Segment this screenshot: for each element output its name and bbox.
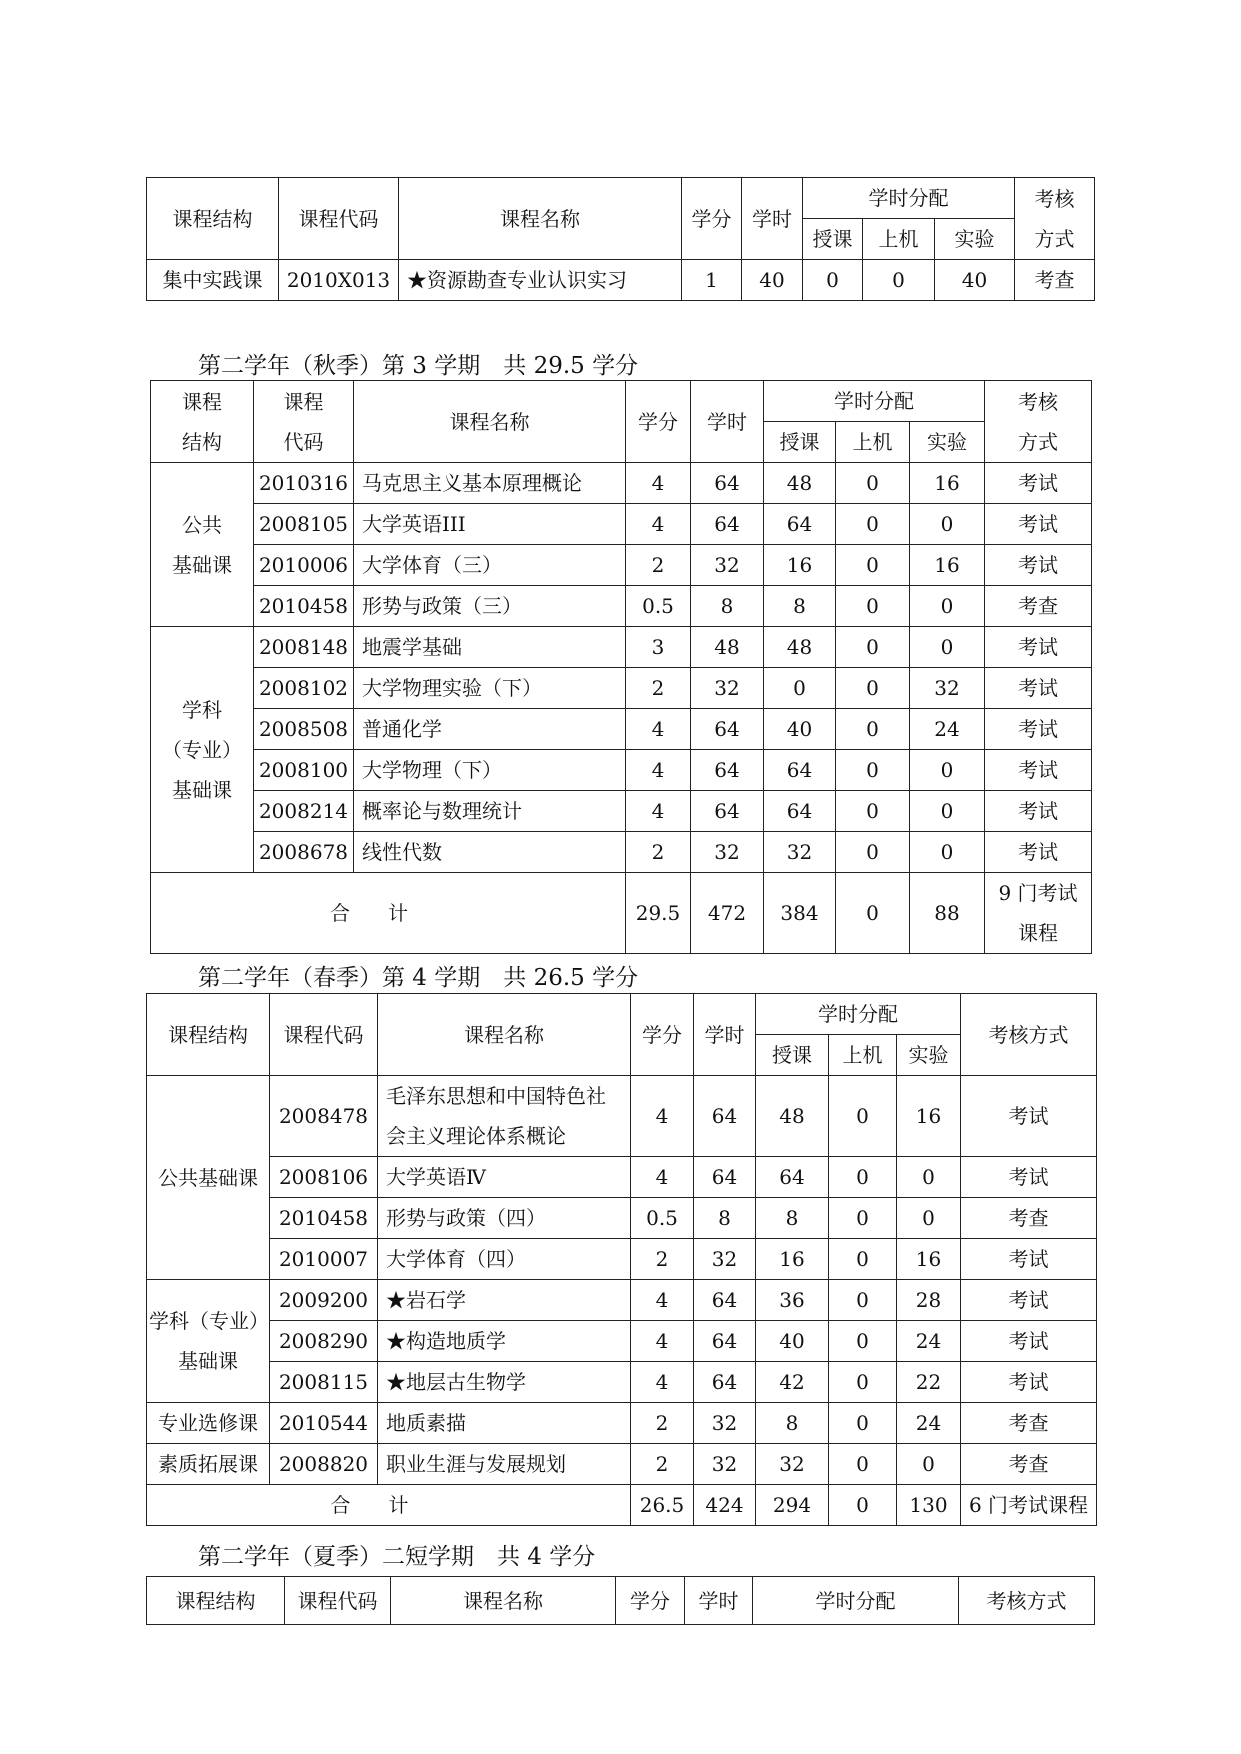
table-row [151, 750, 1092, 791]
cell-hours: 32 [694, 1403, 756, 1444]
group-discipline-basic [147, 1280, 270, 1403]
cell-assess: 考试 [961, 1076, 1097, 1157]
cell-credit: 2 [631, 1239, 694, 1280]
table-row [147, 1444, 1097, 1485]
cell-lab: 0 [910, 750, 985, 791]
cell-credit: 1 [682, 260, 742, 301]
header-lab: 实验 [910, 422, 985, 463]
cell-code: 2010458 [270, 1198, 378, 1239]
term4-heading: 第二学年（春季）第 4 学期 共 26.5 学分 [198, 965, 639, 991]
cell-computer: 0 [829, 1157, 897, 1198]
cell-hours: 32 [694, 1239, 756, 1280]
cell-assess: 考试 [985, 832, 1092, 873]
cell-code: 2008106 [270, 1157, 378, 1198]
cell-name: 大学英语III [354, 504, 626, 545]
cell-hours: 32 [691, 832, 764, 873]
cell-lab: 24 [897, 1321, 961, 1362]
cell-credit: 2 [631, 1444, 694, 1485]
cell-lecture: 42 [756, 1362, 829, 1403]
cell-computer: 0 [863, 260, 935, 301]
cell-code: 2008508 [254, 709, 354, 750]
cell-hours: 32 [694, 1444, 756, 1485]
header-structure: 课程结构 [147, 178, 279, 260]
total-assess-line2: 课程 [1018, 921, 1059, 945]
cell-assess: 考试 [985, 668, 1092, 709]
cell-hours: 64 [694, 1321, 756, 1362]
total-credit: 29.5 [626, 873, 691, 954]
table-row [151, 504, 1092, 545]
cell-hours: 64 [691, 709, 764, 750]
header-code-line2: 代码 [283, 429, 324, 454]
cell-lab: 0 [897, 1157, 961, 1198]
cell-computer: 0 [829, 1362, 897, 1403]
cell-credit: 4 [626, 791, 691, 832]
cell-hours: 48 [691, 627, 764, 668]
cell-hours: 64 [691, 463, 764, 504]
total-lab: 88 [910, 873, 985, 954]
total-label: 合计 [151, 873, 626, 954]
header-computer: 上机 [836, 422, 910, 463]
cell-lecture: 0 [803, 260, 863, 301]
total-row [147, 1485, 1097, 1526]
cell-credit: 4 [631, 1280, 694, 1321]
cell-hours: 64 [694, 1157, 756, 1198]
cell-lecture: 64 [764, 791, 836, 832]
cell-code: 2008478 [270, 1076, 378, 1157]
cell-lecture: 8 [764, 586, 836, 627]
cell-code: 2010007 [270, 1239, 378, 1280]
total-lab: 130 [897, 1485, 961, 1526]
cell-computer: 0 [836, 832, 910, 873]
cell-credit: 2 [626, 832, 691, 873]
table-row [147, 1321, 1097, 1362]
cell-lab: 16 [897, 1239, 961, 1280]
table-row [147, 1239, 1097, 1280]
cell-lecture: 16 [764, 545, 836, 586]
table-row [151, 668, 1092, 709]
cell-credit: 4 [631, 1362, 694, 1403]
total-assess: 6 门考试课程 [961, 1485, 1097, 1526]
cell-code: 2010006 [254, 545, 354, 586]
cell-computer: 0 [829, 1198, 897, 1239]
cell-lecture: 8 [756, 1403, 829, 1444]
cell-name: ★岩石学 [378, 1280, 631, 1321]
header-code: 课程代码 [279, 178, 399, 260]
cell-assess: 考试 [985, 463, 1092, 504]
cell-lab: 16 [910, 545, 985, 586]
table-row [151, 791, 1092, 832]
cell-name: ★资源勘查专业认识实习 [399, 260, 682, 301]
table-row [151, 463, 1092, 504]
header-alloc: 学时分配 [764, 381, 985, 422]
cell-lecture: 40 [756, 1321, 829, 1362]
table-row [151, 832, 1092, 873]
cell-name: 大学物理（下） [354, 750, 626, 791]
cell-code: 2010544 [270, 1403, 378, 1444]
table-row [151, 627, 1092, 668]
header-lecture: 授课 [764, 422, 836, 463]
header-name: 课程名称 [391, 1577, 616, 1625]
table-row [147, 1280, 1097, 1321]
term3-course-table [150, 380, 1092, 954]
cell-name: 形势与政策（四） [378, 1198, 631, 1239]
cell-credit: 3 [626, 627, 691, 668]
header-hours: 学时 [691, 381, 764, 463]
cell-assess: 考试 [985, 709, 1092, 750]
cell-lab: 0 [897, 1444, 961, 1485]
cell-computer: 0 [836, 750, 910, 791]
cell-credit: 4 [626, 750, 691, 791]
cell-name: ★构造地质学 [378, 1321, 631, 1362]
cell-code: 2008214 [254, 791, 354, 832]
cell-assess: 考试 [985, 627, 1092, 668]
cell-name: 职业生涯与发展规划 [378, 1444, 631, 1485]
cell-name [378, 1076, 631, 1157]
total-hours: 472 [691, 873, 764, 954]
cell-code: 2010316 [254, 463, 354, 504]
header-assess [1015, 178, 1095, 260]
cell-name: 概率论与数理统计 [354, 791, 626, 832]
cell-name: 大学体育（四） [378, 1239, 631, 1280]
cell-code: 2008820 [270, 1444, 378, 1485]
cell-hours: 64 [694, 1362, 756, 1403]
header-name: 课程名称 [399, 178, 682, 260]
group-line1: 学科 [182, 697, 222, 722]
cell-hours: 8 [691, 586, 764, 627]
cell-lecture: 48 [756, 1076, 829, 1157]
header-structure: 课程结构 [147, 994, 270, 1076]
cell-hours: 64 [694, 1076, 756, 1157]
group-public-basic [151, 463, 254, 627]
cell-code: 2008148 [254, 627, 354, 668]
cell-computer: 0 [829, 1239, 897, 1280]
table-row [147, 1157, 1097, 1198]
cell-assess: 考试 [985, 791, 1092, 832]
group-line1: 公共 [182, 512, 222, 537]
group-line1: 学科（专业） [149, 1309, 269, 1333]
header-lab: 实验 [935, 219, 1015, 260]
cell-credit: 2 [626, 545, 691, 586]
total-computer: 0 [836, 873, 910, 954]
header-credit: 学分 [631, 994, 694, 1076]
cell-assess: 考试 [961, 1280, 1097, 1321]
header-assess: 考核方式 [959, 1577, 1095, 1625]
header-assess-line2: 方式 [1018, 429, 1059, 454]
term4-course-table [146, 993, 1097, 1526]
cell-lab: 24 [897, 1403, 961, 1444]
header-computer: 上机 [829, 1035, 897, 1076]
header-lecture: 授课 [756, 1035, 829, 1076]
header-assess [985, 381, 1092, 463]
cell-credit: 4 [626, 504, 691, 545]
group-public-basic: 公共基础课 [147, 1076, 270, 1280]
cell-credit: 0.5 [626, 586, 691, 627]
header-structure-line2: 结构 [182, 429, 222, 454]
header-code: 课程代码 [285, 1577, 391, 1625]
cell-assess: 考查 [961, 1403, 1097, 1444]
header-credit: 学分 [682, 178, 742, 260]
total-assess-line1: 9 门考试 [998, 881, 1078, 905]
cell-credit: 4 [626, 463, 691, 504]
cell-hours: 8 [694, 1198, 756, 1239]
cell-lecture: 64 [756, 1157, 829, 1198]
cell-lecture: 8 [756, 1198, 829, 1239]
total-computer: 0 [829, 1485, 897, 1526]
cell-computer: 0 [829, 1444, 897, 1485]
cell-computer: 0 [836, 627, 910, 668]
cell-structure: 素质拓展课 [147, 1444, 270, 1485]
cell-lab: 16 [897, 1076, 961, 1157]
cell-lab: 0 [910, 832, 985, 873]
cell-computer: 0 [836, 463, 910, 504]
top-course-table [146, 177, 1095, 301]
total-lecture: 384 [764, 873, 836, 954]
header-code-line1: 课程 [283, 389, 324, 414]
cell-computer: 0 [829, 1280, 897, 1321]
header-assess-line1: 考核 [1034, 186, 1075, 211]
cell-code: 2010458 [254, 586, 354, 627]
cell-credit: 2 [626, 668, 691, 709]
cell-name: 线性代数 [354, 832, 626, 873]
cell-computer: 0 [836, 545, 910, 586]
header-alloc: 学时分配 [756, 994, 961, 1035]
cell-credit: 2 [631, 1403, 694, 1444]
cell-lab: 0 [897, 1198, 961, 1239]
group-line2: （专业） [162, 737, 242, 762]
total-credit: 26.5 [631, 1485, 694, 1526]
cell-assess: 考查 [985, 586, 1092, 627]
header-assess-line1: 考核 [1018, 389, 1059, 414]
cell-computer: 0 [829, 1403, 897, 1444]
cell-lecture: 40 [764, 709, 836, 750]
cell-code: 2008102 [254, 668, 354, 709]
header-alloc: 学时分配 [753, 1577, 959, 1625]
group-line3: 基础课 [172, 777, 232, 802]
cell-assess: 考查 [961, 1198, 1097, 1239]
cell-assess: 考试 [961, 1362, 1097, 1403]
cell-code: 2008105 [254, 504, 354, 545]
cell-name: 马克思主义基本原理概论 [354, 463, 626, 504]
header-hours: 学时 [742, 178, 803, 260]
cell-credit: 0.5 [631, 1198, 694, 1239]
cell-lecture: 64 [764, 750, 836, 791]
cell-lecture: 36 [756, 1280, 829, 1321]
cell-name: 大学体育（三） [354, 545, 626, 586]
cell-code: 2008290 [270, 1321, 378, 1362]
header-code [254, 381, 354, 463]
cell-lecture: 48 [764, 463, 836, 504]
cell-lab: 22 [897, 1362, 961, 1403]
header-structure [151, 381, 254, 463]
cell-code: 2010X013 [279, 260, 399, 301]
cell-assess: 考试 [961, 1321, 1097, 1362]
total-assess [985, 873, 1092, 954]
cell-name-line2: 会主义理论体系概论 [386, 1124, 566, 1148]
header-assess-line2: 方式 [1034, 226, 1075, 251]
cell-name: 大学物理实验（下） [354, 668, 626, 709]
cell-lecture: 64 [764, 504, 836, 545]
cell-lab: 16 [910, 463, 985, 504]
table-row [147, 260, 1095, 301]
cell-computer: 0 [829, 1321, 897, 1362]
cell-name-line1: 毛泽东思想和中国特色社 [386, 1084, 606, 1108]
cell-lab: 24 [910, 709, 985, 750]
header-credit: 学分 [626, 381, 691, 463]
cell-credit: 4 [626, 709, 691, 750]
header-code: 课程代码 [270, 994, 378, 1076]
header-alloc: 学时分配 [803, 178, 1015, 219]
total-label: 合计 [147, 1485, 631, 1526]
header-name: 课程名称 [354, 381, 626, 463]
header-name: 课程名称 [378, 994, 631, 1076]
cell-lecture: 48 [764, 627, 836, 668]
cell-lab: 0 [910, 586, 985, 627]
table-row [147, 1403, 1097, 1444]
cell-hours: 32 [691, 668, 764, 709]
cell-computer: 0 [836, 791, 910, 832]
cell-credit: 4 [631, 1076, 694, 1157]
header-hours: 学时 [685, 1577, 753, 1625]
cell-hours: 32 [691, 545, 764, 586]
cell-name: ★地层古生物学 [378, 1362, 631, 1403]
header-credit: 学分 [616, 1577, 685, 1625]
header-structure: 课程结构 [147, 1577, 285, 1625]
group-line2: 基础课 [172, 552, 232, 577]
cell-assess: 考试 [985, 504, 1092, 545]
header-computer: 上机 [863, 219, 935, 260]
cell-structure: 专业选修课 [147, 1403, 270, 1444]
cell-lab: 28 [897, 1280, 961, 1321]
cell-hours: 64 [694, 1280, 756, 1321]
table-row [151, 545, 1092, 586]
table-row [147, 1362, 1097, 1403]
cell-assess: 考查 [961, 1444, 1097, 1485]
total-hours: 424 [694, 1485, 756, 1526]
cell-hours: 64 [691, 791, 764, 832]
cell-credit: 4 [631, 1321, 694, 1362]
table-row [147, 1076, 1097, 1157]
cell-code: 2009200 [270, 1280, 378, 1321]
table-row [151, 709, 1092, 750]
summer-course-table [146, 1576, 1095, 1625]
cell-hours: 64 [691, 504, 764, 545]
cell-lecture: 16 [756, 1239, 829, 1280]
cell-name: 形势与政策（三） [354, 586, 626, 627]
cell-code: 2008100 [254, 750, 354, 791]
cell-assess: 考试 [961, 1239, 1097, 1280]
header-lab: 实验 [897, 1035, 961, 1076]
cell-computer: 0 [829, 1076, 897, 1157]
cell-credit: 4 [631, 1157, 694, 1198]
cell-lab: 40 [935, 260, 1015, 301]
table-row [151, 586, 1092, 627]
cell-name: 大学英语Ⅳ [378, 1157, 631, 1198]
group-line2: 基础课 [178, 1349, 238, 1373]
cell-computer: 0 [836, 504, 910, 545]
cell-assess: 考试 [985, 545, 1092, 586]
cell-name: 地震学基础 [354, 627, 626, 668]
cell-lecture: 32 [756, 1444, 829, 1485]
cell-lab: 0 [910, 791, 985, 832]
cell-computer: 0 [836, 709, 910, 750]
summer-heading: 第二学年（夏季）二短学期 共 4 学分 [198, 1544, 596, 1570]
cell-lecture: 0 [764, 668, 836, 709]
cell-code: 2008678 [254, 832, 354, 873]
header-lecture: 授课 [803, 219, 863, 260]
header-hours: 学时 [694, 994, 756, 1076]
cell-hours: 64 [691, 750, 764, 791]
group-discipline-basic [151, 627, 254, 873]
cell-structure: 集中实践课 [147, 260, 279, 301]
cell-assess: 考试 [961, 1157, 1097, 1198]
cell-assess: 考试 [985, 750, 1092, 791]
table-row [147, 1198, 1097, 1239]
cell-code: 2008115 [270, 1362, 378, 1403]
cell-lecture: 32 [764, 832, 836, 873]
cell-lab: 0 [910, 627, 985, 668]
header-structure-line1: 课程 [182, 389, 222, 414]
cell-lab: 0 [910, 504, 985, 545]
total-lecture: 294 [756, 1485, 829, 1526]
total-row [151, 873, 1092, 954]
cell-lab: 32 [910, 668, 985, 709]
header-assess: 考核方式 [961, 994, 1097, 1076]
term3-heading: 第二学年（秋季）第 3 学期 共 29.5 学分 [198, 353, 639, 379]
cell-computer: 0 [836, 668, 910, 709]
cell-name: 普通化学 [354, 709, 626, 750]
cell-computer: 0 [836, 586, 910, 627]
cell-hours: 40 [742, 260, 803, 301]
cell-assess: 考查 [1015, 260, 1095, 301]
cell-name: 地质素描 [378, 1403, 631, 1444]
